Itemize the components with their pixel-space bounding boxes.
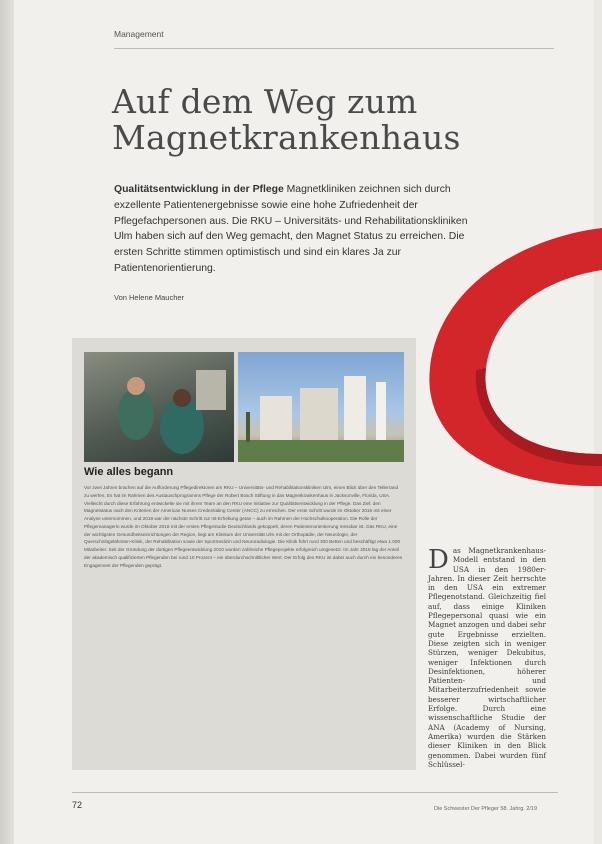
footer-rule [72, 792, 558, 793]
right-column-text [428, 546, 546, 769]
photo-nurses [84, 352, 234, 462]
drop-cap: D [428, 545, 449, 575]
photo-hospital-building [238, 352, 404, 462]
red-ribbon-graphic [410, 218, 602, 518]
article-title: Auf dem Weg zum Magnetkrankenhaus [112, 82, 461, 157]
lead-bold: Qualitätsentwicklung in der Pflege [114, 184, 284, 195]
photo-icon [84, 352, 234, 462]
right-column-body: as Magnetkrankenhaus-Modell entstand in den USA in den 1980er-Jahren. In dieser Zeit herrschte in den USA ein extremer Pflegenotstand. Gleichzeitig fiel auf, dass einige Kliniken Pflegepersonal quasi wie ein Magnet anzogen und dabei sehr gute Ergebnisse erzielten. Diese zeigten sich in weniger Stürzen, weniger Dekubitus, weniger Infektionen durch Desinfektionen, höherer Patienten- und Mitarbeiterzufriedenheit sowie besserer wirtschaftlicher Erfolge. Durch eine wissenschaftliche Studie der ANA (Academy of Nursing, Amerika) wurden die Stärken dieser Kliniken in den Blick genommen. Dabei wurden fünf Schlüssel- [428, 546, 546, 769]
box-body-text: Vor zwei Jahren brachen auf die Aufforderung Pflegedirektoren am RKU – Universitäts- und Rehabilitationskliniken Ulm, einen Blick über den Tellerrand zu werfen. Es hat im Rahmen des Austauschprogramms Pflege der Robert Bosch Stiftung in das Magnetkrankenhaus in Jacksonville, Florida, USA. Vielleicht durch diese Erfahrung entwickelte sie mit ihrem Team an den RKU eine Initiative zur Qualitätsentwicklung in der Pflege. Das Ziel: den Magnetstatus nach den Kriterien der American Nurses Credentialing Center (ANCC) zu erreichen. Der erste Schritt wurde im Oktober 2016 mit einer Analyse unternommen, und 2018 war der nächste Schritt zur Ist-Erhebung getan – auch im Rahmen der Hochschulkooperation. Die Rolle der Pflegemanagerin wurde im Oktober 2018 mit der ersten Pflegestudie Deutschlands gekoppelt, deren Patientenorientierung messbar ist. Das RKU, eine der wichtigsten Gesundheitseinrichtungen der Region, liegt am Klinikum der Universität Ulm mit der Orthopädie, der Neurologie, der Querschnittgelähmten-Klinik, der Rehabilitation sowie der Sportmedizin und Neuroradiologie. Die Klinik führt rund 300 Betten und beschäftigt etwa 1.000 Mitarbeiter. Seit der Gründung der dortigen Pflegeentwicklung 2010 wurden zahlreiche Pflegeprojekte erfolgreich umgesetzt. Im Jahr 2018 lag der Anteil der akademisch qualifizierten Pflegenden bei rund 10 Prozent – ein überdurchschnittlicher Wert. Der Erfolg des RKU ist dabei auch durch ein besonderes Engagement der Pflegenden geprägt. [84, 485, 403, 568]
publication-footer: Die Schwester Der Pfleger 58. Jahrg. 2/19 [434, 806, 538, 812]
sidebar-box [72, 338, 416, 770]
section-label: Management [114, 29, 164, 39]
page-number: 72 [72, 800, 83, 810]
photo-icon [238, 352, 404, 462]
byline: Von Helene Maucher [114, 293, 185, 302]
header-rule [114, 48, 554, 49]
book-spine-shadow [0, 0, 14, 844]
lead-text: Magnetkliniken zeichnen sich durch exzellente Patientenergebnisse sowie eine hohe Zufriedenheit der Pflegefachpersonen aus. Die RKU – Universitäts- und Rehabilitationskliniken Ulm haben sich auf den Weg gemacht, den Magnet Status zu erreichen. Die ersten Schritte stimmen optimistisch und sind ein klares Ja zur Patientenorientierung. [114, 184, 468, 274]
box-heading: Wie alles begann [84, 466, 174, 478]
